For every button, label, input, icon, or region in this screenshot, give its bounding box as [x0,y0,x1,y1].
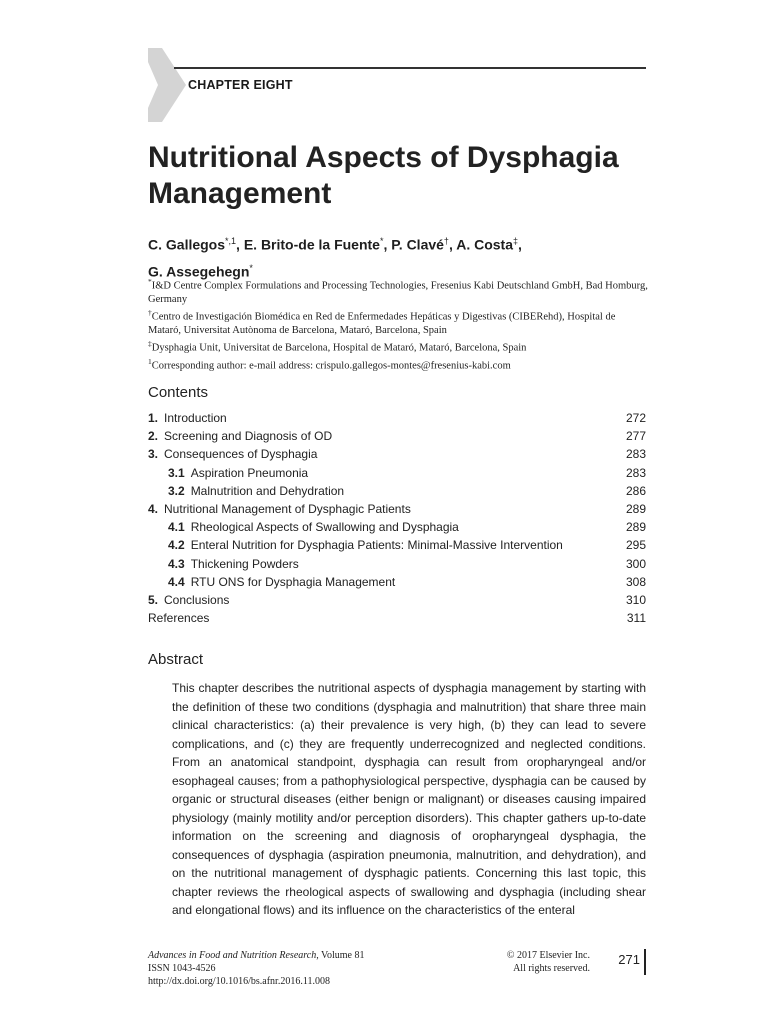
affiliation-text: Corresponding author: e-mail address: crispulo.gallegos-montes@fresenius-kabi.com [151,360,511,372]
toc-entry-number: 4.4 [168,574,185,589]
abstract-heading: Abstract [148,651,204,668]
chapter-rule [174,67,646,69]
author-affiliation-mark: † [443,236,449,246]
page-number: 271 [618,952,640,967]
author-name: C. Gallegos [148,236,226,253]
journal-name: Advances in Food and Nutrition Research, [148,950,319,961]
author-name: A. Costa [456,236,513,253]
toc-entry-page: 289 [625,520,646,535]
toc-entry-number: 3. [148,447,159,462]
affiliation-mark: ‡ [148,338,152,348]
toc-entry-page: 272 [625,411,646,425]
toc-entry[interactable] [148,520,646,538]
author-affiliation-mark: ‡ [513,236,519,246]
author-affiliation-mark: *,1 [225,236,237,246]
toc-entry-title: Enteral Nutrition for Dysphagia Patients: Minimal-Massive Intervention [190,538,563,553]
author-separator: , [236,236,244,253]
toc-entry-page: 295 [625,538,646,553]
chapter-chevron-icon [148,48,188,122]
toc-entry-number: 4.3 [168,556,185,571]
toc-entry-title: Malnutrition and Dehydration [190,483,345,498]
toc-entry-page: 308 [625,574,646,589]
rights-line: All rights reserved. [513,963,590,974]
toc-entry-page: 283 [625,447,646,462]
author-separator: , [448,236,457,253]
toc-entry-number: 3.1 [168,465,185,480]
footer-copyright [496,949,590,975]
toc-entry[interactable] [148,502,646,520]
toc-entry[interactable] [148,557,646,575]
toc-entry-title: Thickening Powders [190,556,299,571]
author-separator: , [383,236,392,253]
affiliation-mark: 1 [148,356,152,366]
toc-entry-title: Introduction [164,411,227,425]
toc-entry-number: 5. [148,592,159,607]
abstract-text: This chapter describes the nutritional aspects of dysphagia management by starting with the definition of these two conditions (dysphagia and malnutrition) that share three main clinical characteristics: (a) their prevalence is very high, (b) they can lead to severe complications, and (c) they are frequently underrecognized and neglected conditions. From an anatomical standpoint, dysphagia can result from oropharyngeal and/or esophageal causes; from a pathophysiological perspective, dysphagia can be caused by organic or structural diseases (either benign or malignant) or diseases causing impaired physiology (mainly motility and/or perception disorders). This chapter gathers up-to-date information on the screening and diagnosis of oropharyngeal dysphagia, the consequences of dysphagia (aspiration pneumonia, malnutrition, and dehydration), and on the nutritional management of dysphagic patients. Concerning this last topic, this chapter reviews the rheological aspects of swallowing and dysphagia (including shear and elongational flows) and its influence on the characteristics of the enteral [172,681,646,917]
toc-entry[interactable] [148,593,646,611]
toc-entry-number: 4.2 [168,538,185,553]
toc-entry-number: 3.2 [168,483,185,498]
toc-entry-title: Rheological Aspects of Swallowing and Dysphagia [190,520,459,535]
toc-entry-title: Aspiration Pneumonia [190,465,309,480]
footer-publication-info [148,949,364,988]
toc-entry[interactable] [148,611,646,629]
toc-entry-number: 4.1 [168,520,185,535]
toc-entry-number: 2. [148,429,159,444]
page-footer [148,949,646,999]
affiliation-text: Centro de Investigación Biomédica en Red de Enfermedades Hepáticas y Digestivas (CIBERehd), Hospital de Mataró, Universitat Autònoma de Barcelona, Mataró, Barcelona, Spain [148,311,616,336]
toc-entry-page: 277 [625,429,646,444]
toc-entry-title: Screening and Diagnosis of OD [164,429,333,444]
doi-link[interactable]: http://dx.doi.org/10.1016/bs.afnr.2016.11.008 [148,976,330,987]
toc-entry-title: References [148,611,210,626]
toc-entry-page: 283 [625,465,646,480]
author-separator: , [518,236,522,253]
journal-volume: Volume 81 [318,950,365,961]
chapter-title: Nutritional Aspects of Dysphagia Management [148,141,619,210]
toc-entry[interactable] [148,411,646,429]
author-name: G. Assegehegn [148,263,250,280]
toc-entry-title: Conclusions [164,592,230,607]
toc-entry-page: 300 [625,556,646,571]
affiliation-mark: * [148,277,152,286]
copyright-line: © 2017 Elsevier Inc. [506,950,590,961]
toc-entry[interactable] [148,429,646,447]
toc-entry-title: RTU ONS for Dysphagia Management [190,574,396,589]
affiliation-item [148,275,648,306]
toc-entry-title: Consequences of Dysphagia [164,447,318,462]
author-affiliation-mark: * [379,236,384,246]
issn: ISSN 1043-4526 [148,963,216,974]
table-of-contents [148,411,646,629]
author-name: E. Brito-de la Fuente [243,236,380,253]
toc-entry[interactable] [148,466,646,484]
contents-heading: Contents [148,384,209,401]
affiliations [148,275,648,372]
toc-entry[interactable] [148,484,646,502]
toc-entry-number: 4. [148,501,159,516]
affiliation-item [148,306,648,337]
toc-entry-page: 310 [625,592,646,607]
chapter-label: CHAPTER EIGHT [188,78,293,92]
toc-entry[interactable] [148,575,646,593]
toc-entry-page: 289 [625,501,646,516]
author-affiliation-mark: * [249,262,253,273]
author-name: P. Clavé [391,236,444,253]
toc-entry-number: 1. [148,411,159,425]
toc-entry-page: 311 [626,611,646,626]
toc-entry-title: Nutritional Management of Dysphagic Patients [164,501,411,516]
affiliation-text: I&D Centre Complex Formulations and Processing Technologies, Fresenius Kabi Deutschland GmbH, Bad Homburg, Germany [148,280,648,305]
toc-entry[interactable] [148,538,646,556]
affiliation-item [148,355,648,373]
affiliation-text: Dysphagia Unit, Universitat de Barcelona, Hospital de Mataró, Mataró, Barcelona, Spain [151,342,527,354]
affiliation-item [148,337,648,355]
page-number-bar [644,949,646,975]
affiliation-mark: † [148,307,152,317]
toc-entry[interactable] [148,447,646,465]
toc-entry-page: 286 [625,483,646,498]
